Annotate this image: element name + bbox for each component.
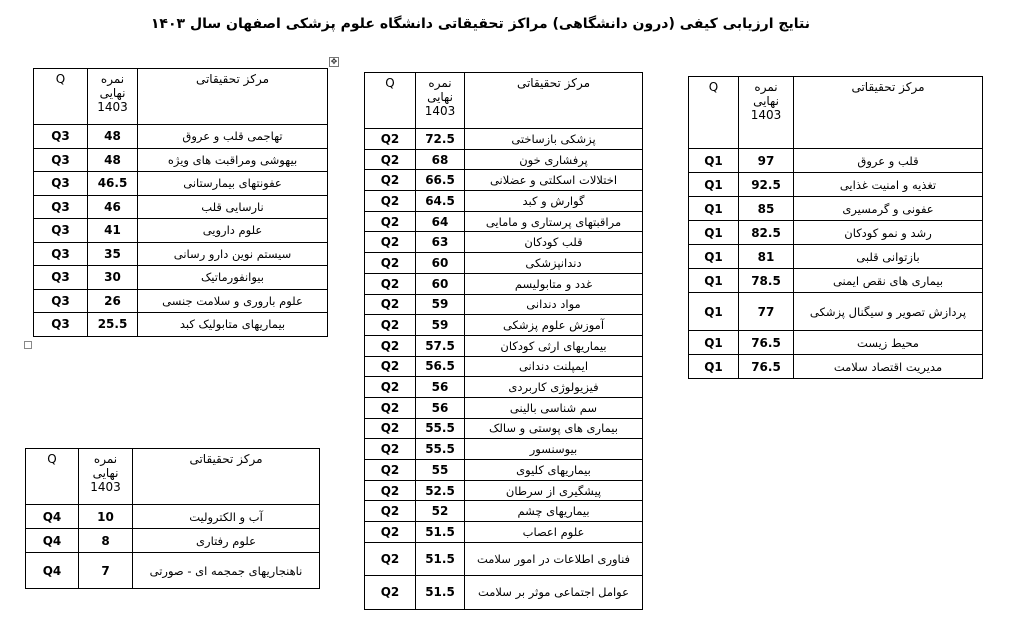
- cell-center: آموزش علوم پزشکی: [465, 315, 643, 336]
- cell-center: اختلالات اسکلتی و عضلانی: [465, 170, 643, 191]
- cell-score: 63: [416, 232, 465, 253]
- table-row: [365, 315, 643, 336]
- header-q: Q: [689, 77, 739, 149]
- cell-q: Q2: [365, 480, 416, 501]
- cell-center: رشد و نمو کودکان: [794, 221, 983, 245]
- resize-handle-icon[interactable]: [24, 341, 32, 349]
- cell-score: 8: [79, 529, 133, 553]
- header-q: Q: [365, 73, 416, 129]
- cell-score: 56: [416, 377, 465, 398]
- cell-score: 30: [88, 266, 138, 290]
- cell-q: Q2: [365, 315, 416, 336]
- table-row: [365, 522, 643, 543]
- cell-score: 77: [739, 293, 794, 331]
- cell-q: Q1: [689, 197, 739, 221]
- cell-q: Q3: [34, 148, 88, 172]
- cell-q: Q2: [365, 575, 416, 609]
- cell-center: نارسایی قلب: [138, 195, 328, 219]
- cell-center: قلب کودکان: [465, 232, 643, 253]
- table-row: [365, 501, 643, 522]
- cell-q: Q4: [26, 529, 79, 553]
- table-row: [365, 397, 643, 418]
- cell-center: بیوسنسور: [465, 439, 643, 460]
- table-row: [365, 480, 643, 501]
- cell-q: Q2: [365, 170, 416, 191]
- cell-score: 52: [416, 501, 465, 522]
- cell-q: Q4: [26, 553, 79, 589]
- table-row: [365, 294, 643, 315]
- cell-score: 52.5: [416, 480, 465, 501]
- cell-q: Q3: [34, 289, 88, 313]
- header-score: نمره نهایی 1403: [88, 69, 138, 125]
- cell-score: 48: [88, 125, 138, 149]
- table-row: [365, 335, 643, 356]
- cell-q: Q3: [34, 125, 88, 149]
- cell-q: Q2: [365, 294, 416, 315]
- cell-q: Q3: [34, 219, 88, 243]
- table-row: [365, 439, 643, 460]
- cell-center: بیماریهای ارثی کودکان: [465, 335, 643, 356]
- table-row: [689, 355, 983, 379]
- table-row: [34, 148, 328, 172]
- table-q1: [688, 76, 983, 379]
- cell-score: 72.5: [416, 129, 465, 150]
- cell-center: فناوری اطلاعات در امور سلامت: [465, 542, 643, 575]
- cell-score: 76.5: [739, 355, 794, 379]
- table-row: [689, 331, 983, 355]
- cell-center: بیهوشی ومراقبت های ویژه: [138, 148, 328, 172]
- cell-score: 66.5: [416, 170, 465, 191]
- cell-center: پیشگیری از سرطان: [465, 480, 643, 501]
- cell-score: 56: [416, 397, 465, 418]
- cell-score: 41: [88, 219, 138, 243]
- cell-q: Q1: [689, 245, 739, 269]
- cell-q: Q1: [689, 355, 739, 379]
- header-center: مرکز تحقیقاتی: [794, 77, 983, 149]
- table-row: [365, 356, 643, 377]
- table-q3: [33, 68, 328, 337]
- cell-center: ایمپلنت دندانی: [465, 356, 643, 377]
- cell-q: Q2: [365, 439, 416, 460]
- cell-center: بیماری های پوستی و سالک: [465, 418, 643, 439]
- cell-score: 46.5: [88, 172, 138, 196]
- table-row: [365, 191, 643, 212]
- table-row: [34, 219, 328, 243]
- cell-center: علوم رفتاری: [133, 529, 320, 553]
- cell-center: آب و الکترولیت: [133, 505, 320, 529]
- cell-center: بیوانفورماتیک: [138, 266, 328, 290]
- page-title: نتایج ارزیابی کیفی (درون دانشگاهی) مراکز تحقیقاتی دانشگاه علوم پزشکی اصفهان سال ۱۴۰۳: [150, 16, 810, 32]
- header-center: مرکز تحقیقاتی: [133, 449, 320, 505]
- cell-score: 35: [88, 242, 138, 266]
- cell-q: Q2: [365, 232, 416, 253]
- cell-q: Q2: [365, 211, 416, 232]
- cell-center: مدیریت اقتصاد سلامت: [794, 355, 983, 379]
- table-row: [689, 149, 983, 173]
- cell-score: 51.5: [416, 542, 465, 575]
- cell-q: Q2: [365, 129, 416, 150]
- cell-score: 76.5: [739, 331, 794, 355]
- cell-center: عوامل اجتماعی موثر بر سلامت: [465, 575, 643, 609]
- table-row: [689, 197, 983, 221]
- cell-q: Q2: [365, 542, 416, 575]
- cell-center: مواد دندانی: [465, 294, 643, 315]
- cell-score: 92.5: [739, 173, 794, 197]
- table-row: [689, 245, 983, 269]
- cell-q: Q2: [365, 335, 416, 356]
- cell-q: Q2: [365, 191, 416, 212]
- cell-q: Q1: [689, 331, 739, 355]
- table-row: [26, 553, 320, 589]
- cell-center: بازتوانی قلبی: [794, 245, 983, 269]
- cell-center: بیماریهای کلیوی: [465, 460, 643, 481]
- table-row: [365, 542, 643, 575]
- cell-score: 10: [79, 505, 133, 529]
- cell-q: Q1: [689, 173, 739, 197]
- header-center: مرکز تحقیقاتی: [465, 73, 643, 129]
- cell-q: Q2: [365, 522, 416, 543]
- cell-score: 25.5: [88, 313, 138, 337]
- cell-score: 59: [416, 315, 465, 336]
- cell-center: مراقبتهای پرستاری و مامایی: [465, 211, 643, 232]
- cell-center: گوارش و کبد: [465, 191, 643, 212]
- table-row: [365, 149, 643, 170]
- table-row: [365, 377, 643, 398]
- cell-center: سم شناسی بالینی: [465, 397, 643, 418]
- cell-q: Q2: [365, 501, 416, 522]
- table-row: [365, 460, 643, 481]
- cell-score: 59: [416, 294, 465, 315]
- cell-q: Q3: [34, 266, 88, 290]
- table-row: [26, 529, 320, 553]
- table-row: [689, 221, 983, 245]
- header-score: نمره نهایی 1403: [739, 77, 794, 149]
- cell-q: Q4: [26, 505, 79, 529]
- cell-q: Q3: [34, 172, 88, 196]
- cell-center: بیماریهای چشم: [465, 501, 643, 522]
- cell-score: 64.5: [416, 191, 465, 212]
- cell-q: Q2: [365, 149, 416, 170]
- cell-center: بیماریهای متابولیک کبد: [138, 313, 328, 337]
- cell-q: Q3: [34, 313, 88, 337]
- cell-center: علوم اعصاب: [465, 522, 643, 543]
- cell-center: ناهنجاریهای جمجمه ای - صورتی: [133, 553, 320, 589]
- table-row: [26, 505, 320, 529]
- cell-score: 55.5: [416, 439, 465, 460]
- cell-q: Q2: [365, 460, 416, 481]
- header-q: Q: [34, 69, 88, 125]
- cell-q: Q2: [365, 356, 416, 377]
- table-q2: [364, 72, 643, 610]
- table-row: [365, 253, 643, 274]
- cell-score: 78.5: [739, 269, 794, 293]
- cell-center: غدد و متابولیسم: [465, 273, 643, 294]
- cell-score: 51.5: [416, 522, 465, 543]
- cell-center: قلب و عروق: [794, 149, 983, 173]
- table-row: [34, 242, 328, 266]
- cell-score: 57.5: [416, 335, 465, 356]
- cell-center: پرفشاری خون: [465, 149, 643, 170]
- cell-center: علوم دارویی: [138, 219, 328, 243]
- cell-q: Q1: [689, 149, 739, 173]
- cell-score: 64: [416, 211, 465, 232]
- table-q4: [25, 448, 320, 589]
- cell-center: عفونتهای بیمارستانی: [138, 172, 328, 196]
- cell-q: Q2: [365, 377, 416, 398]
- cell-score: 51.5: [416, 575, 465, 609]
- header-score: نمره نهایی 1403: [79, 449, 133, 505]
- cell-score: 55.5: [416, 418, 465, 439]
- table-row: [689, 293, 983, 331]
- cell-center: سیستم نوین دارو رسانی: [138, 242, 328, 266]
- cell-q: Q3: [34, 242, 88, 266]
- table-row: [365, 273, 643, 294]
- table-row: [689, 173, 983, 197]
- cell-center: تهاجمی قلب و عروق: [138, 125, 328, 149]
- table-row: [34, 313, 328, 337]
- table-row: [34, 289, 328, 313]
- table-row: [365, 232, 643, 253]
- cell-q: Q2: [365, 397, 416, 418]
- header-center: مرکز تحقیقاتی: [138, 69, 328, 125]
- header-score: نمره نهایی 1403: [416, 73, 465, 129]
- header-q: Q: [26, 449, 79, 505]
- cell-q: Q1: [689, 293, 739, 331]
- cell-center: عفونی و گرمسیری: [794, 197, 983, 221]
- table-row: [365, 129, 643, 150]
- table-row: [34, 172, 328, 196]
- cell-score: 26: [88, 289, 138, 313]
- cell-center: علوم باروری و سلامت جنسی: [138, 289, 328, 313]
- table-row: [34, 195, 328, 219]
- cell-score: 81: [739, 245, 794, 269]
- table-row: [365, 575, 643, 609]
- cell-score: 82.5: [739, 221, 794, 245]
- cell-score: 56.5: [416, 356, 465, 377]
- table-row: [365, 418, 643, 439]
- cell-score: 55: [416, 460, 465, 481]
- move-cross-icon[interactable]: ✥: [330, 57, 338, 66]
- table-row: [34, 266, 328, 290]
- table-row: [34, 125, 328, 149]
- cell-score: 85: [739, 197, 794, 221]
- cell-score: 60: [416, 273, 465, 294]
- cell-score: 60: [416, 253, 465, 274]
- cell-center: دندانپزشکی: [465, 253, 643, 274]
- cell-score: 68: [416, 149, 465, 170]
- cell-score: 48: [88, 148, 138, 172]
- cell-center: پزشکی بازساختی: [465, 129, 643, 150]
- table-row: [365, 211, 643, 232]
- cell-q: Q3: [34, 195, 88, 219]
- cell-center: محیط زیست: [794, 331, 983, 355]
- cell-center: تغذیه و امنیت غذایی: [794, 173, 983, 197]
- cell-q: Q2: [365, 418, 416, 439]
- cell-q: Q1: [689, 269, 739, 293]
- cell-score: 97: [739, 149, 794, 173]
- cell-q: Q1: [689, 221, 739, 245]
- cell-center: فیزیولوژی کاربردی: [465, 377, 643, 398]
- cell-q: Q2: [365, 253, 416, 274]
- cell-q: Q2: [365, 273, 416, 294]
- cell-center: پردازش تصویر و سیگنال پزشکی: [794, 293, 983, 331]
- cell-center: بیماری های نقص ایمنی: [794, 269, 983, 293]
- table-row: [365, 170, 643, 191]
- table-row: [689, 269, 983, 293]
- cell-score: 46: [88, 195, 138, 219]
- cell-score: 7: [79, 553, 133, 589]
